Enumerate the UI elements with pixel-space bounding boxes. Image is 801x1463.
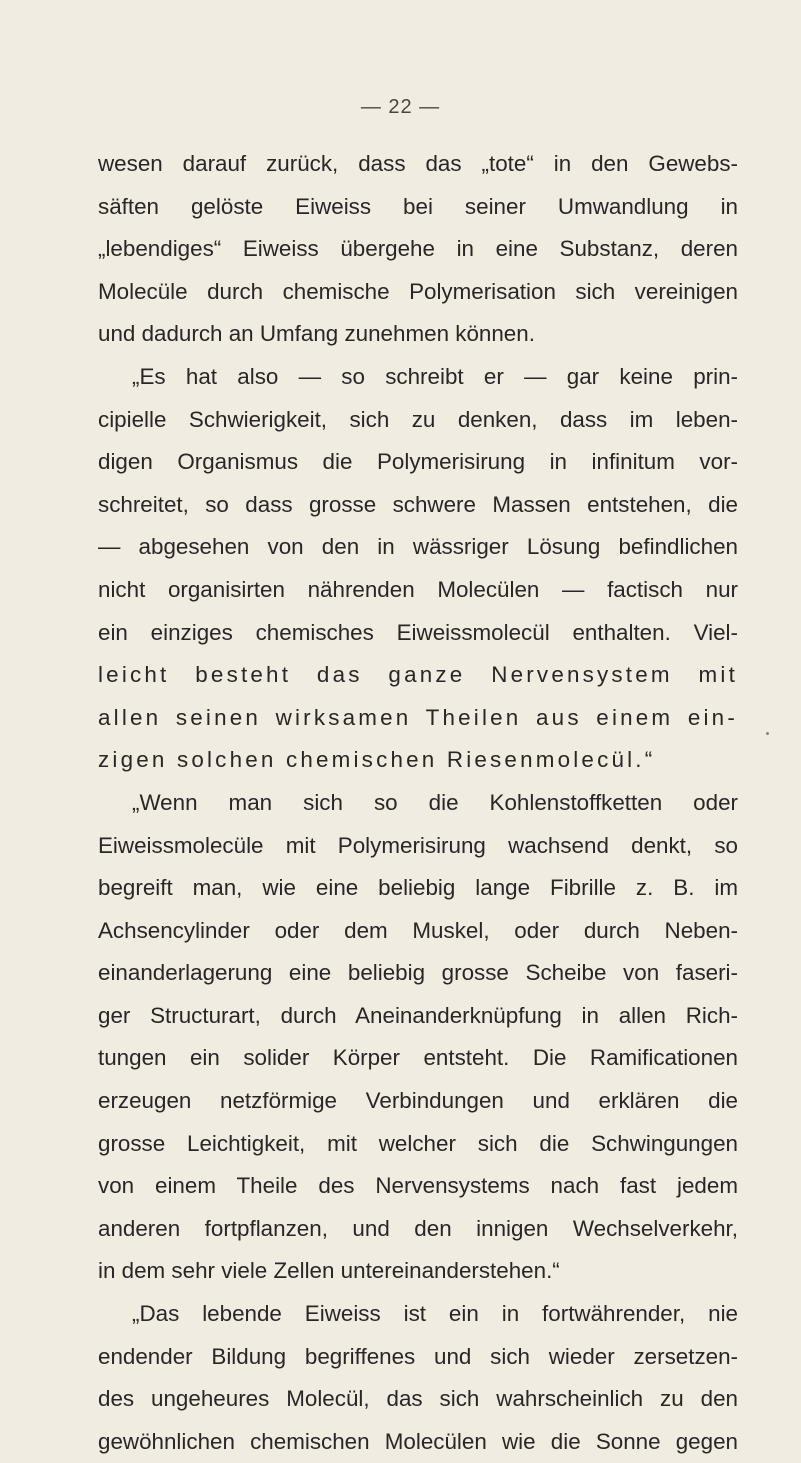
- text-line: gewöhnlichen chemischen Molecülen wie die Sonne gegen: [98, 1428, 738, 1454]
- body-text: [98, 143, 738, 1463]
- text-line: grosse Leichtigkeit, mit welcher sich die Schwingungen: [98, 1130, 738, 1156]
- text-line: leicht besteht das ganze Nervensystem mit: [98, 662, 738, 688]
- text-line: des ungeheures Molecül, das sich wahrscheinlich zu den: [98, 1386, 738, 1412]
- text-line: „Es hat also — so schreibt er — gar keine prin-: [132, 363, 738, 389]
- text-line: — abgesehen von den in wässriger Lösung befindlichen: [98, 534, 738, 560]
- text-line: Achsencylinder oder dem Muskel, oder durch Neben-: [98, 917, 738, 943]
- text-line: säften gelöste Eiweiss bei seiner Umwandlung in: [98, 193, 738, 219]
- text-line: von einem Theile des Nervensystems nach fast jedem: [98, 1173, 738, 1199]
- text-line: und dadurch an Umfang zunehmen können.: [98, 321, 535, 347]
- text-line: „lebendiges“ Eiweiss übergehe in eine Substanz, deren: [98, 236, 738, 262]
- page-number: — 22 —: [360, 96, 441, 118]
- text-line: Molecüle durch chemische Polymerisation sich vereinigen: [98, 278, 738, 304]
- margin-mark: [766, 732, 769, 735]
- text-line: „Das lebende Eiweiss ist ein in fortwährender, nie: [132, 1301, 738, 1327]
- text-line: begreift man, wie eine beliebig lange Fibrille z. B. im: [98, 875, 738, 901]
- text-line: Eiweissmolecüle mit Polymerisirung wachsend denkt, so: [98, 832, 738, 858]
- text-line: nicht organisirten nährenden Molecülen — factisch nur: [98, 576, 738, 602]
- text-line: einanderlagerung eine beliebig grosse Scheibe von faseri-: [98, 960, 738, 986]
- text-line: ger Structurart, durch Aneinanderknüpfung in allen Rich-: [98, 1002, 738, 1028]
- text-line: „Wenn man sich so die Kohlenstoffketten oder: [132, 789, 738, 815]
- text-line: anderen fortpflanzen, und den innigen Wechselverkehr,: [98, 1215, 738, 1241]
- text-line: endender Bildung begriffenes und sich wieder zersetzen-: [98, 1343, 738, 1369]
- text-line: digen Organismus die Polymerisirung in infinitum vor-: [98, 449, 738, 475]
- text-line: cipielle Schwierigkeit, sich zu denken, dass im leben-: [98, 406, 738, 432]
- text-line: ein einziges chemisches Eiweissmolecül enthalten. Viel-: [98, 619, 738, 645]
- text-line: wesen darauf zurück, dass das „tote“ in den Gewebs-: [98, 151, 738, 176]
- text-line: zigen solchen chemischen Riesenmolecül.“: [98, 747, 656, 773]
- text-line: in dem sehr viele Zellen untereinanderstehen.“: [98, 1258, 560, 1284]
- text-line: schreitet, so dass grosse schwere Massen entstehen, die: [98, 491, 738, 517]
- text-line: allen seinen wirksamen Theilen aus einem ein-: [98, 704, 738, 730]
- text-line: erzeugen netzförmige Verbindungen und erklären die: [98, 1088, 738, 1114]
- text-line: tungen ein solider Körper entsteht. Die Ramificationen: [98, 1045, 738, 1071]
